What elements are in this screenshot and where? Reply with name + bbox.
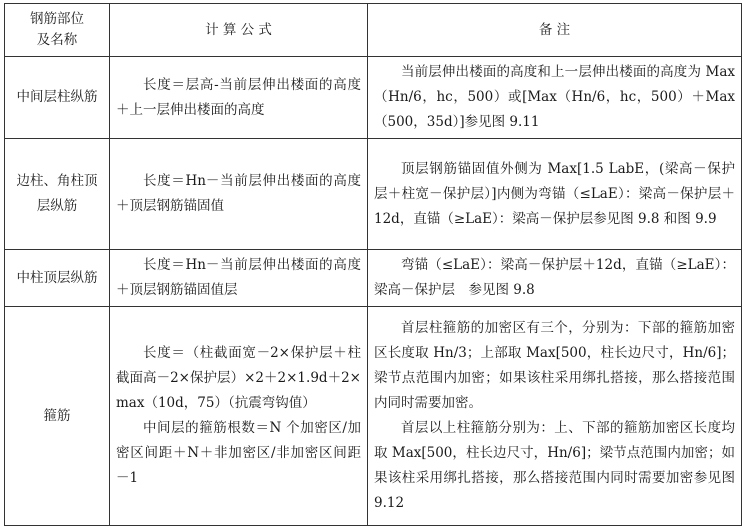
header-formula: 计 算 公 式	[110, 4, 368, 57]
row-formula	[110, 57, 368, 139]
row-remark	[368, 57, 742, 139]
header-remark: 备 注	[368, 4, 742, 57]
remark-first-floor-text: 首层柱箍筋的加密区有三个，分别为：下部的箍筋加密区长度取 Hn/3；上部取 Max[500，柱长边尺寸，Hn/6]；梁节点范围内加密；如果该柱采用绑扎搭接，那么搭接范围内同时需要加密。	[374, 320, 735, 411]
remark-text: 顶层钢筋锚固值外侧为 Max[1.5 LabE，(梁高－保护层＋柱宽－保护层）]内侧为弯锚（≤LaE）：梁高－保护层＋12d，直锚（≥LaE）：梁高－保护层参见图 9.8 和图 9.9	[374, 160, 735, 227]
formula-text: 长度＝层高-当前层伸出楼面的高度＋上一层伸出楼面的高度	[116, 76, 361, 118]
row-formula	[110, 139, 368, 250]
row-name: 中间层柱纵筋	[5, 57, 110, 139]
header-part-name-line2: 及名称	[36, 32, 78, 48]
table-row	[5, 139, 742, 250]
header-row	[5, 4, 742, 57]
row-remark	[368, 139, 742, 250]
row-name: 中柱顶层纵筋	[5, 250, 110, 307]
row-name: 箍筋	[5, 307, 110, 526]
remark-text: 当前层伸出楼面的高度和上一层伸出楼面的高度为 Max（Hn/6，hc，500）或[Max（Hn/6，hc，500）＋Max（500，35d）]参见图 9.11	[374, 64, 735, 130]
remark-text: 弯锚（≤LaE）：梁高－保护层＋12d，直锚（≥LaE）：梁高－保护层 参见图 9.8	[374, 257, 735, 298]
row-remark	[368, 250, 742, 307]
table-row	[5, 250, 742, 307]
formula-length-text: 长度＝（柱截面宽－2×保护层＋柱截面高－2×保护层）×2＋2×1.9d＋2×max（10d，75）（抗震弯钩值）	[116, 345, 361, 411]
formula-count-text: 中间层的箍筋根数＝N 个加密区/加密区间距＋N＋非加密区/非加密区间距－1	[116, 420, 361, 486]
header-part-name	[5, 4, 110, 57]
formula-text: 长度＝Hn－当前层伸出楼面的高度＋顶层钢筋锚固值层	[116, 257, 361, 298]
table-row	[5, 307, 742, 526]
formula-text: 长度＝Hn－当前层伸出楼面的高度＋顶层钢筋锚固值	[116, 173, 361, 214]
table-row	[5, 57, 742, 139]
row-name: 边柱、角柱顶层纵筋	[5, 139, 110, 250]
row-remark	[368, 307, 742, 526]
header-part-name-line1: 钢筋部位	[30, 11, 84, 27]
rebar-calculation-table	[4, 3, 742, 526]
row-formula	[110, 307, 368, 526]
row-formula	[110, 250, 368, 307]
remark-upper-floor-text: 首层以上柱箍筋分别为：上、下部的箍筋加密区长度均取 Max[500，柱长边尺寸，Hn/6]；梁节点范围内加密；如果该柱采用绑扎搭接，那么搭接范围内同时需要加密参见图 9.12	[374, 420, 735, 511]
